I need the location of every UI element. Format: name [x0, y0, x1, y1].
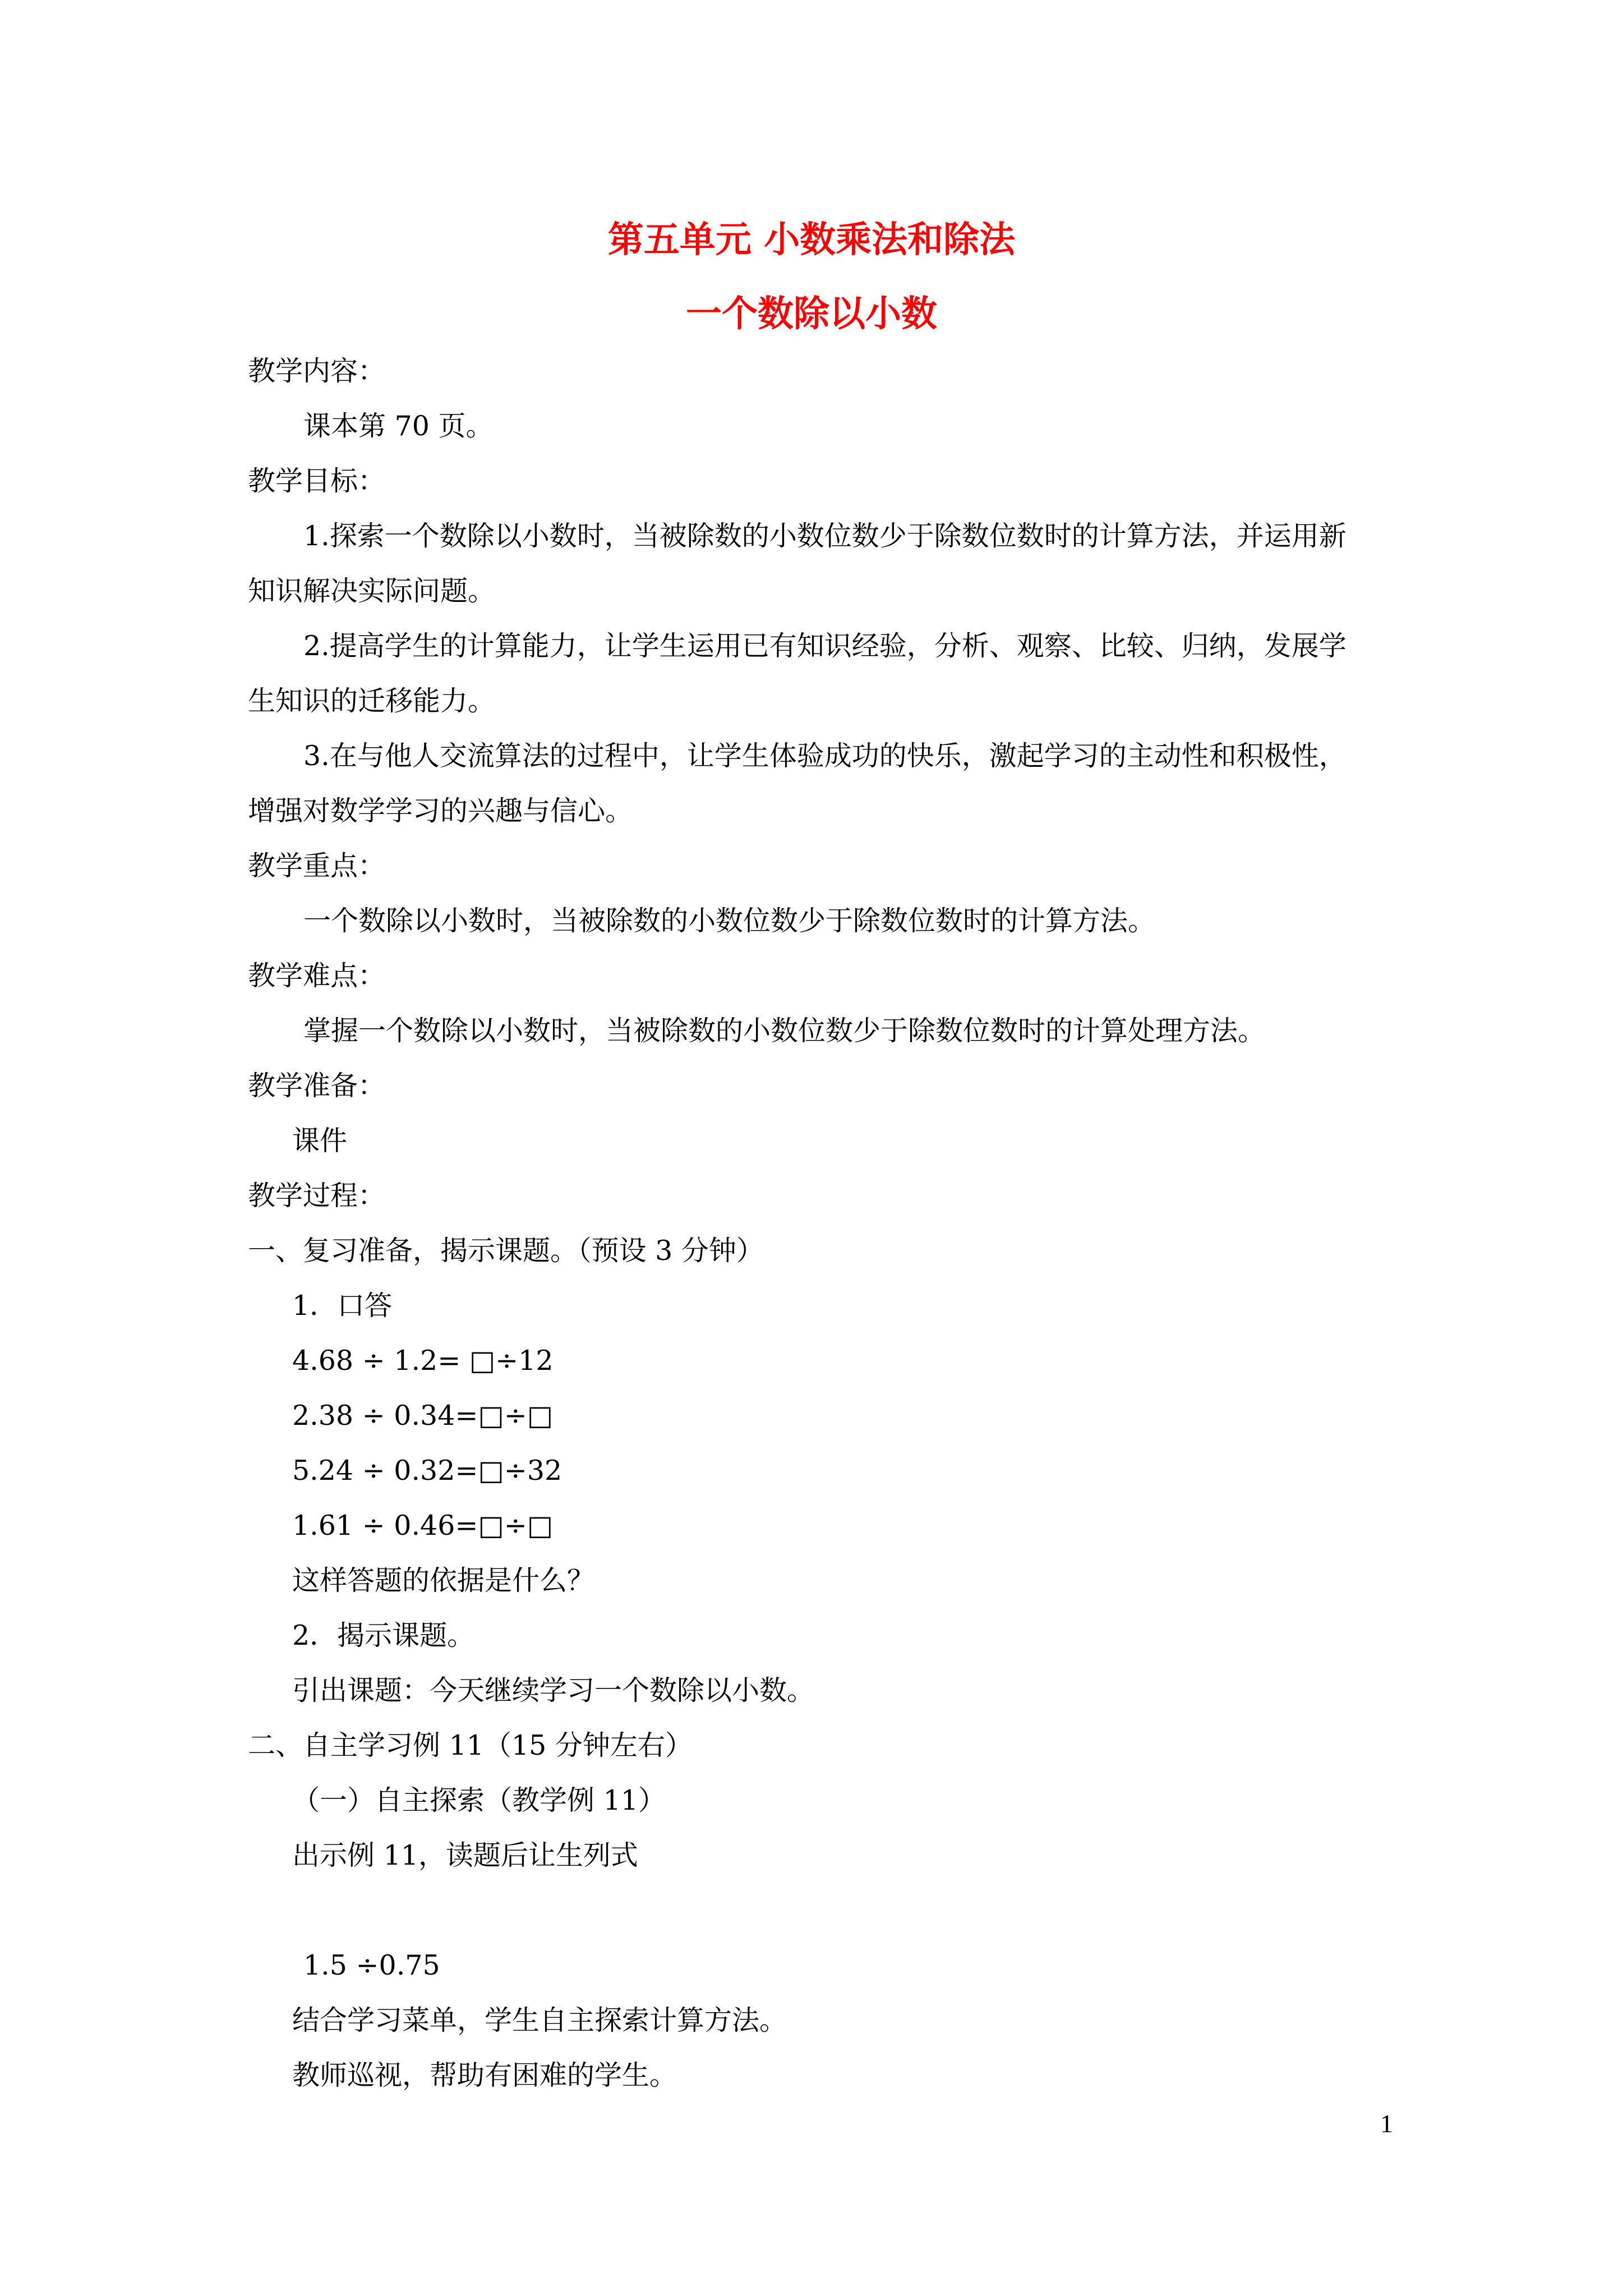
goal-1-line-2: 知识解决实际问题。 — [248, 575, 496, 607]
process-label: 教学过程： — [248, 1180, 386, 1212]
goal-3-line-1: 3.在与他人交流算法的过程中，让学生体验成功的快乐，激起学习的主动性和积极性， — [303, 740, 1347, 772]
equation-3: 5.24 ÷ 0.32=□÷32 — [292, 1455, 562, 1487]
section-1-item-1: 1．口答 — [292, 1290, 393, 1322]
goal-2-line-2: 生知识的迁移能力。 — [248, 685, 496, 717]
content-text: 课本第 70 页。 — [303, 410, 494, 442]
prep-text: 课件 — [292, 1125, 348, 1157]
goal-3-line-2: 增强对数学学习的兴趣与信心。 — [248, 795, 633, 827]
goal-1-line-1: 1.探索一个数除以小数时，当被除数的小数位数少于除数位数时的计算方法，并运用新 — [303, 520, 1347, 552]
teacher-text: 教师巡视，帮助有困难的学生。 — [292, 2059, 677, 2091]
goal-2-line-1: 2.提高学生的计算能力，让学生运用已有知识经验，分析、观察、比较、归纳，发展学 — [303, 630, 1347, 662]
content-label: 教学内容： — [248, 355, 386, 387]
intro-text: 引出课题：今天继续学习一个数除以小数。 — [292, 1674, 815, 1706]
equation-1: 4.68 ÷ 1.2= □÷12 — [292, 1345, 554, 1377]
document-subtitle: 一个数除以小数 — [686, 293, 937, 335]
example-equation: 1.5 ÷0.75 — [303, 1949, 440, 1981]
show-example-text: 出示例 11，读题后让生列式 — [292, 1839, 638, 1871]
prep-label: 教学准备： — [248, 1070, 386, 1102]
equation-2: 2.38 ÷ 0.34=□÷□ — [292, 1400, 554, 1432]
question-text: 这样答题的依据是什么？ — [292, 1565, 595, 1596]
goals-label: 教学目标： — [248, 465, 386, 497]
key-text: 一个数除以小数时，当被除数的小数位数少于除数位数时的计算方法。 — [303, 905, 1156, 937]
section-1-item-2: 2．揭示课题。 — [292, 1619, 475, 1651]
difficulty-text: 掌握一个数除以小数时，当被除数的小数位数少于除数位数时的计算处理方法。 — [303, 1015, 1266, 1047]
equation-4: 1.61 ÷ 0.46=□÷□ — [292, 1510, 554, 1542]
page-number: 1 — [1380, 2109, 1393, 2138]
document-title: 第五单元 小数乘法和除法 — [607, 219, 1016, 261]
section-1-heading: 一、复习准备，揭示课题。（预设 3 分钟） — [248, 1235, 764, 1267]
section-2-subheading: （一）自主探索（教学例 11） — [292, 1784, 666, 1816]
difficulty-label: 教学难点： — [248, 960, 386, 992]
key-label: 教学重点： — [248, 850, 386, 882]
combine-text: 结合学习菜单，学生自主探索计算方法。 — [292, 2004, 787, 2036]
section-2-heading: 二、自主学习例 11（15 分钟左右） — [248, 1729, 693, 1761]
